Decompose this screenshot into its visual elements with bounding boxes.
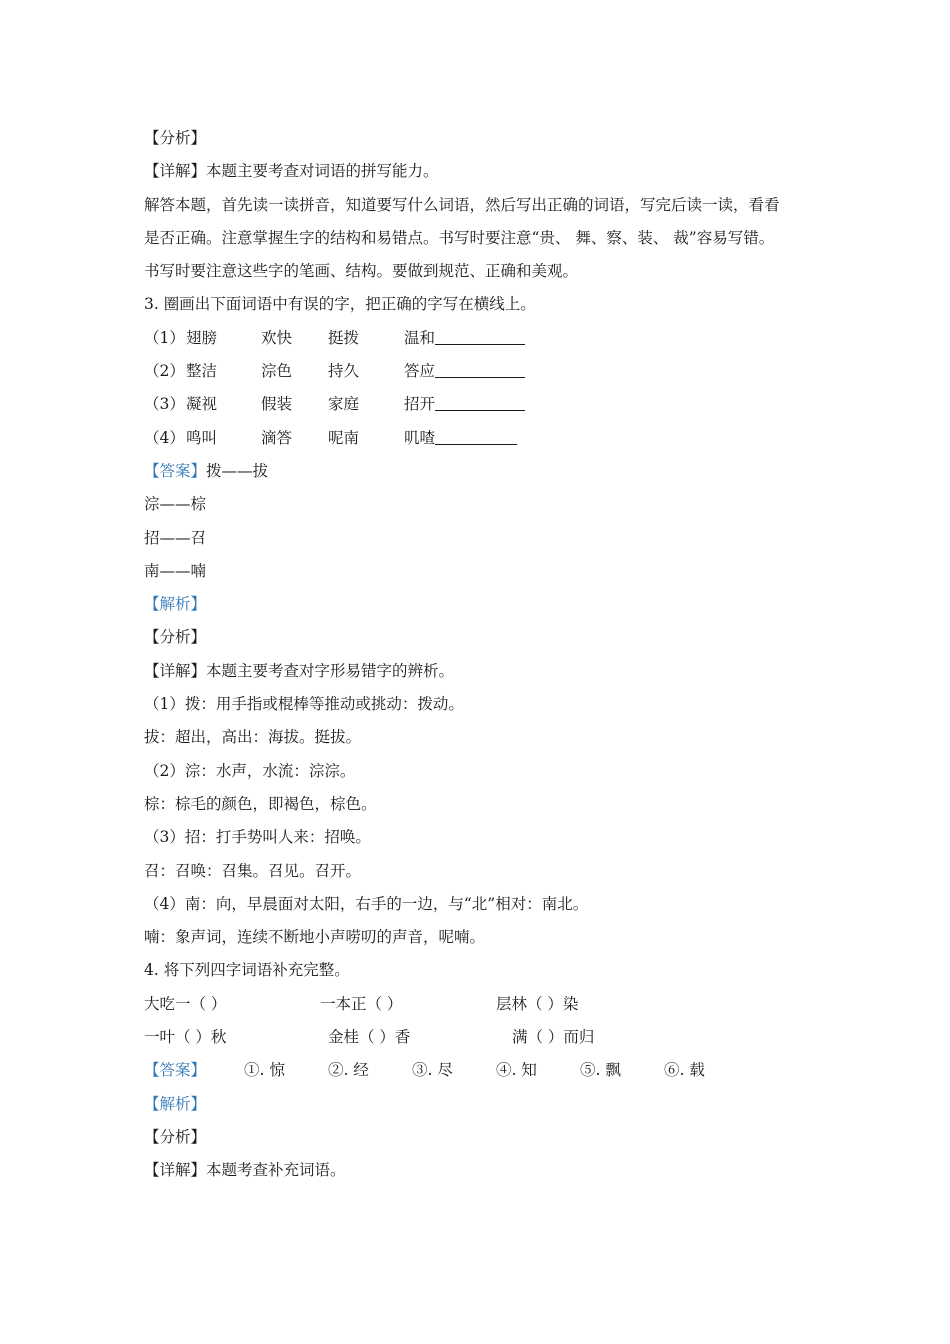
q3-row: （2）整洁 淙色 持久 答应 — [144, 355, 824, 388]
explain-line: （3）招：打手势叫人来：招唤。 — [144, 828, 371, 847]
analysis-heading: 【分析】 — [144, 628, 207, 647]
paragraph-line: 解答本题，首先读一读拼音，知道要写什么词语，然后写出正确的词语，写完后读一读，看看 — [144, 195, 780, 214]
answer-blank[interactable] — [435, 392, 525, 411]
answer-item: 淙——棕 — [144, 495, 207, 514]
answer-blank[interactable] — [435, 359, 525, 378]
document-page — [144, 122, 824, 1188]
paragraph-line: 是否正确。注意掌握生字的结构和易错点。书写时要注意“贵、 舞、察、装、 裁”容易写错。 — [144, 228, 775, 247]
answer-label: 【答案】 — [144, 461, 207, 480]
explain-line: （1）拨：用手指或棍棒等推动或挑动：拨动。 — [144, 695, 464, 714]
analysis-heading: 【分析】 — [144, 129, 207, 147]
answer-blank[interactable] — [435, 326, 525, 345]
q3-row: （4）鸣叫 滴答 呢南 叽喳 — [144, 422, 824, 455]
question-3-title: 3. 圈画出下面词语中有误的字，把正确的字写在横线上。 — [144, 295, 536, 314]
q4-row: 一叶（ ）秋 金桂（ ）香 满（ ）而归 — [144, 1028, 595, 1047]
explain-line: （4）南：向，早晨面对太阳，右手的一边，与“北”相对：南北。 — [144, 894, 589, 913]
answer-label: 【答案】 — [144, 1061, 207, 1080]
answer-blank[interactable] — [435, 426, 517, 445]
explain-line: （2）淙：水声，水流：淙淙。 — [144, 761, 356, 780]
question-4-title: 4. 将下列四字词语补充完整。 — [144, 961, 350, 980]
q3-row: （3）凝视 假装 家庭 招开 — [144, 388, 824, 421]
q3-row: （1）翅膀 欢快 挺拨 温和 — [144, 322, 824, 355]
q4-answer-line: 【答案】 ①. 惊 ②. 经 ③. 尽 ④. 知 ⑤. 飘 ⑥. 载 — [144, 1054, 824, 1087]
analysis-heading: 【分析】 — [144, 1127, 207, 1146]
explain-line: 召：召唤：召集。召见。召开。 — [144, 861, 362, 880]
explain-label: 【解析】 — [144, 595, 207, 614]
detail-heading: 【详解】本题主要考查对词语的拼写能力。 — [144, 162, 439, 181]
detail-heading: 【详解】本题主要考查对字形易错字的辨析。 — [144, 661, 455, 680]
q3-answer-line: 【答案】拨——拔 — [144, 461, 269, 480]
detail-heading: 【详解】本题考查补充词语。 — [144, 1161, 346, 1180]
explain-line: 棕：棕毛的颜色，即褐色，棕色。 — [144, 794, 377, 813]
explain-line: 拔：超出，高出：海拔。挺拔。 — [144, 728, 362, 747]
q4-row: 大吃一（ ） 一本正（ ） 层林（ ）染 — [144, 994, 579, 1013]
paragraph-line: 书写时要注意这些字的笔画、结构。要做到规范、正确和美观。 — [144, 262, 579, 281]
answer-item: 南——喃 — [144, 561, 207, 580]
answer-item: 招——召 — [144, 528, 207, 547]
explain-label: 【解析】 — [144, 1094, 207, 1113]
explain-line: 喃：象声词，连续不断地小声唠叨的声音，呢喃。 — [144, 928, 486, 947]
